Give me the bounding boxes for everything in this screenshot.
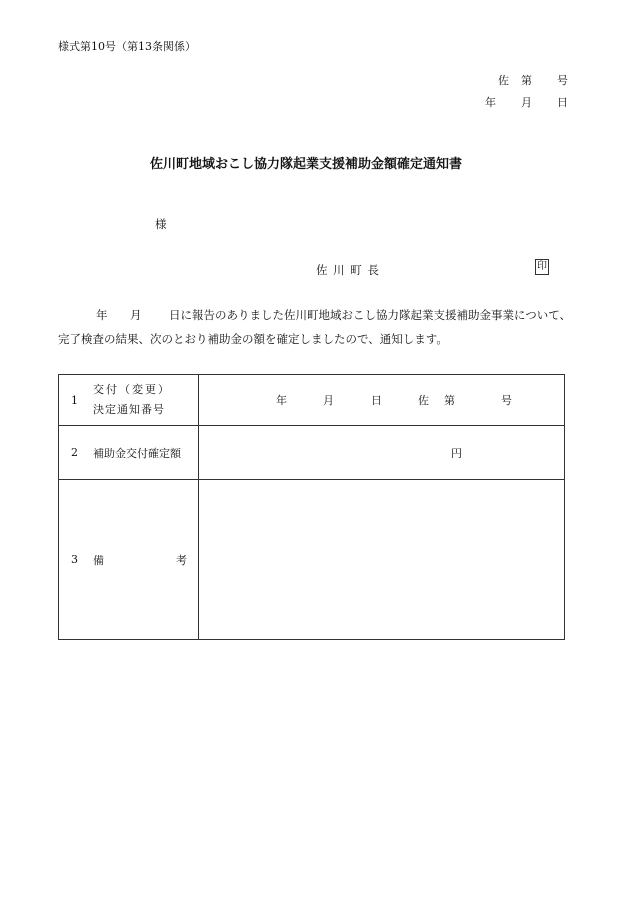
date-year: 年 (485, 96, 496, 109)
detail-table (58, 374, 565, 640)
table-row (59, 426, 565, 480)
row1-value-cell (199, 375, 565, 426)
row1-sa: 佐 (418, 394, 429, 407)
doc-no-prefix: 佐 (498, 74, 509, 87)
table-row (59, 480, 565, 640)
date-day: 日 (557, 96, 568, 109)
body-line-2: 完了検査の結果、次のとおり補助金の額を確定しましたので、通知します。 (58, 332, 448, 346)
row3-value-cell (199, 480, 565, 640)
row1-label-line2: 決定通知番号 (93, 403, 165, 416)
row1-number: 1 (71, 393, 78, 407)
doc-no-go: 号 (557, 74, 568, 87)
body-year: 年 (96, 308, 108, 322)
body-line1-text: 日に報告のありました佐川町地域おこし協力隊起業支援補助金事業について、 (169, 308, 572, 322)
row1-label-cell (59, 375, 199, 426)
doc-no-dai: 第 (521, 74, 532, 87)
row1-year: 年 (276, 394, 287, 407)
row1-day: 日 (371, 394, 382, 407)
row3-number: 3 (71, 553, 78, 566)
row1-go: 号 (501, 394, 512, 407)
seal-stamp: 印 (535, 259, 549, 275)
row2-value-cell (199, 426, 565, 480)
date-month: 月 (521, 96, 532, 109)
row3-label-b: 考 (176, 553, 187, 567)
document-title: 佐川町地域おこし協力隊起業支援補助金額確定通知書 (150, 157, 463, 172)
row1-dai: 第 (444, 394, 455, 407)
row1-label-line1: 交付（変更） (93, 383, 171, 396)
row3-label-cell (59, 480, 199, 640)
table-row (59, 375, 565, 426)
form-number: 様式第10号（第13条関係） (58, 40, 196, 53)
row3-label-a: 備 (93, 553, 104, 567)
row2-number: 2 (71, 446, 78, 459)
row2-label-cell (59, 426, 199, 480)
recipient-honorific: 様 (155, 217, 167, 231)
row1-month: 月 (323, 394, 334, 407)
row2-label: 補助金交付確定額 (93, 446, 181, 460)
row2-yen-unit: 円 (451, 446, 462, 460)
body-month: 月 (130, 308, 142, 322)
mayor-title: 佐 川 町 長 (316, 263, 380, 277)
